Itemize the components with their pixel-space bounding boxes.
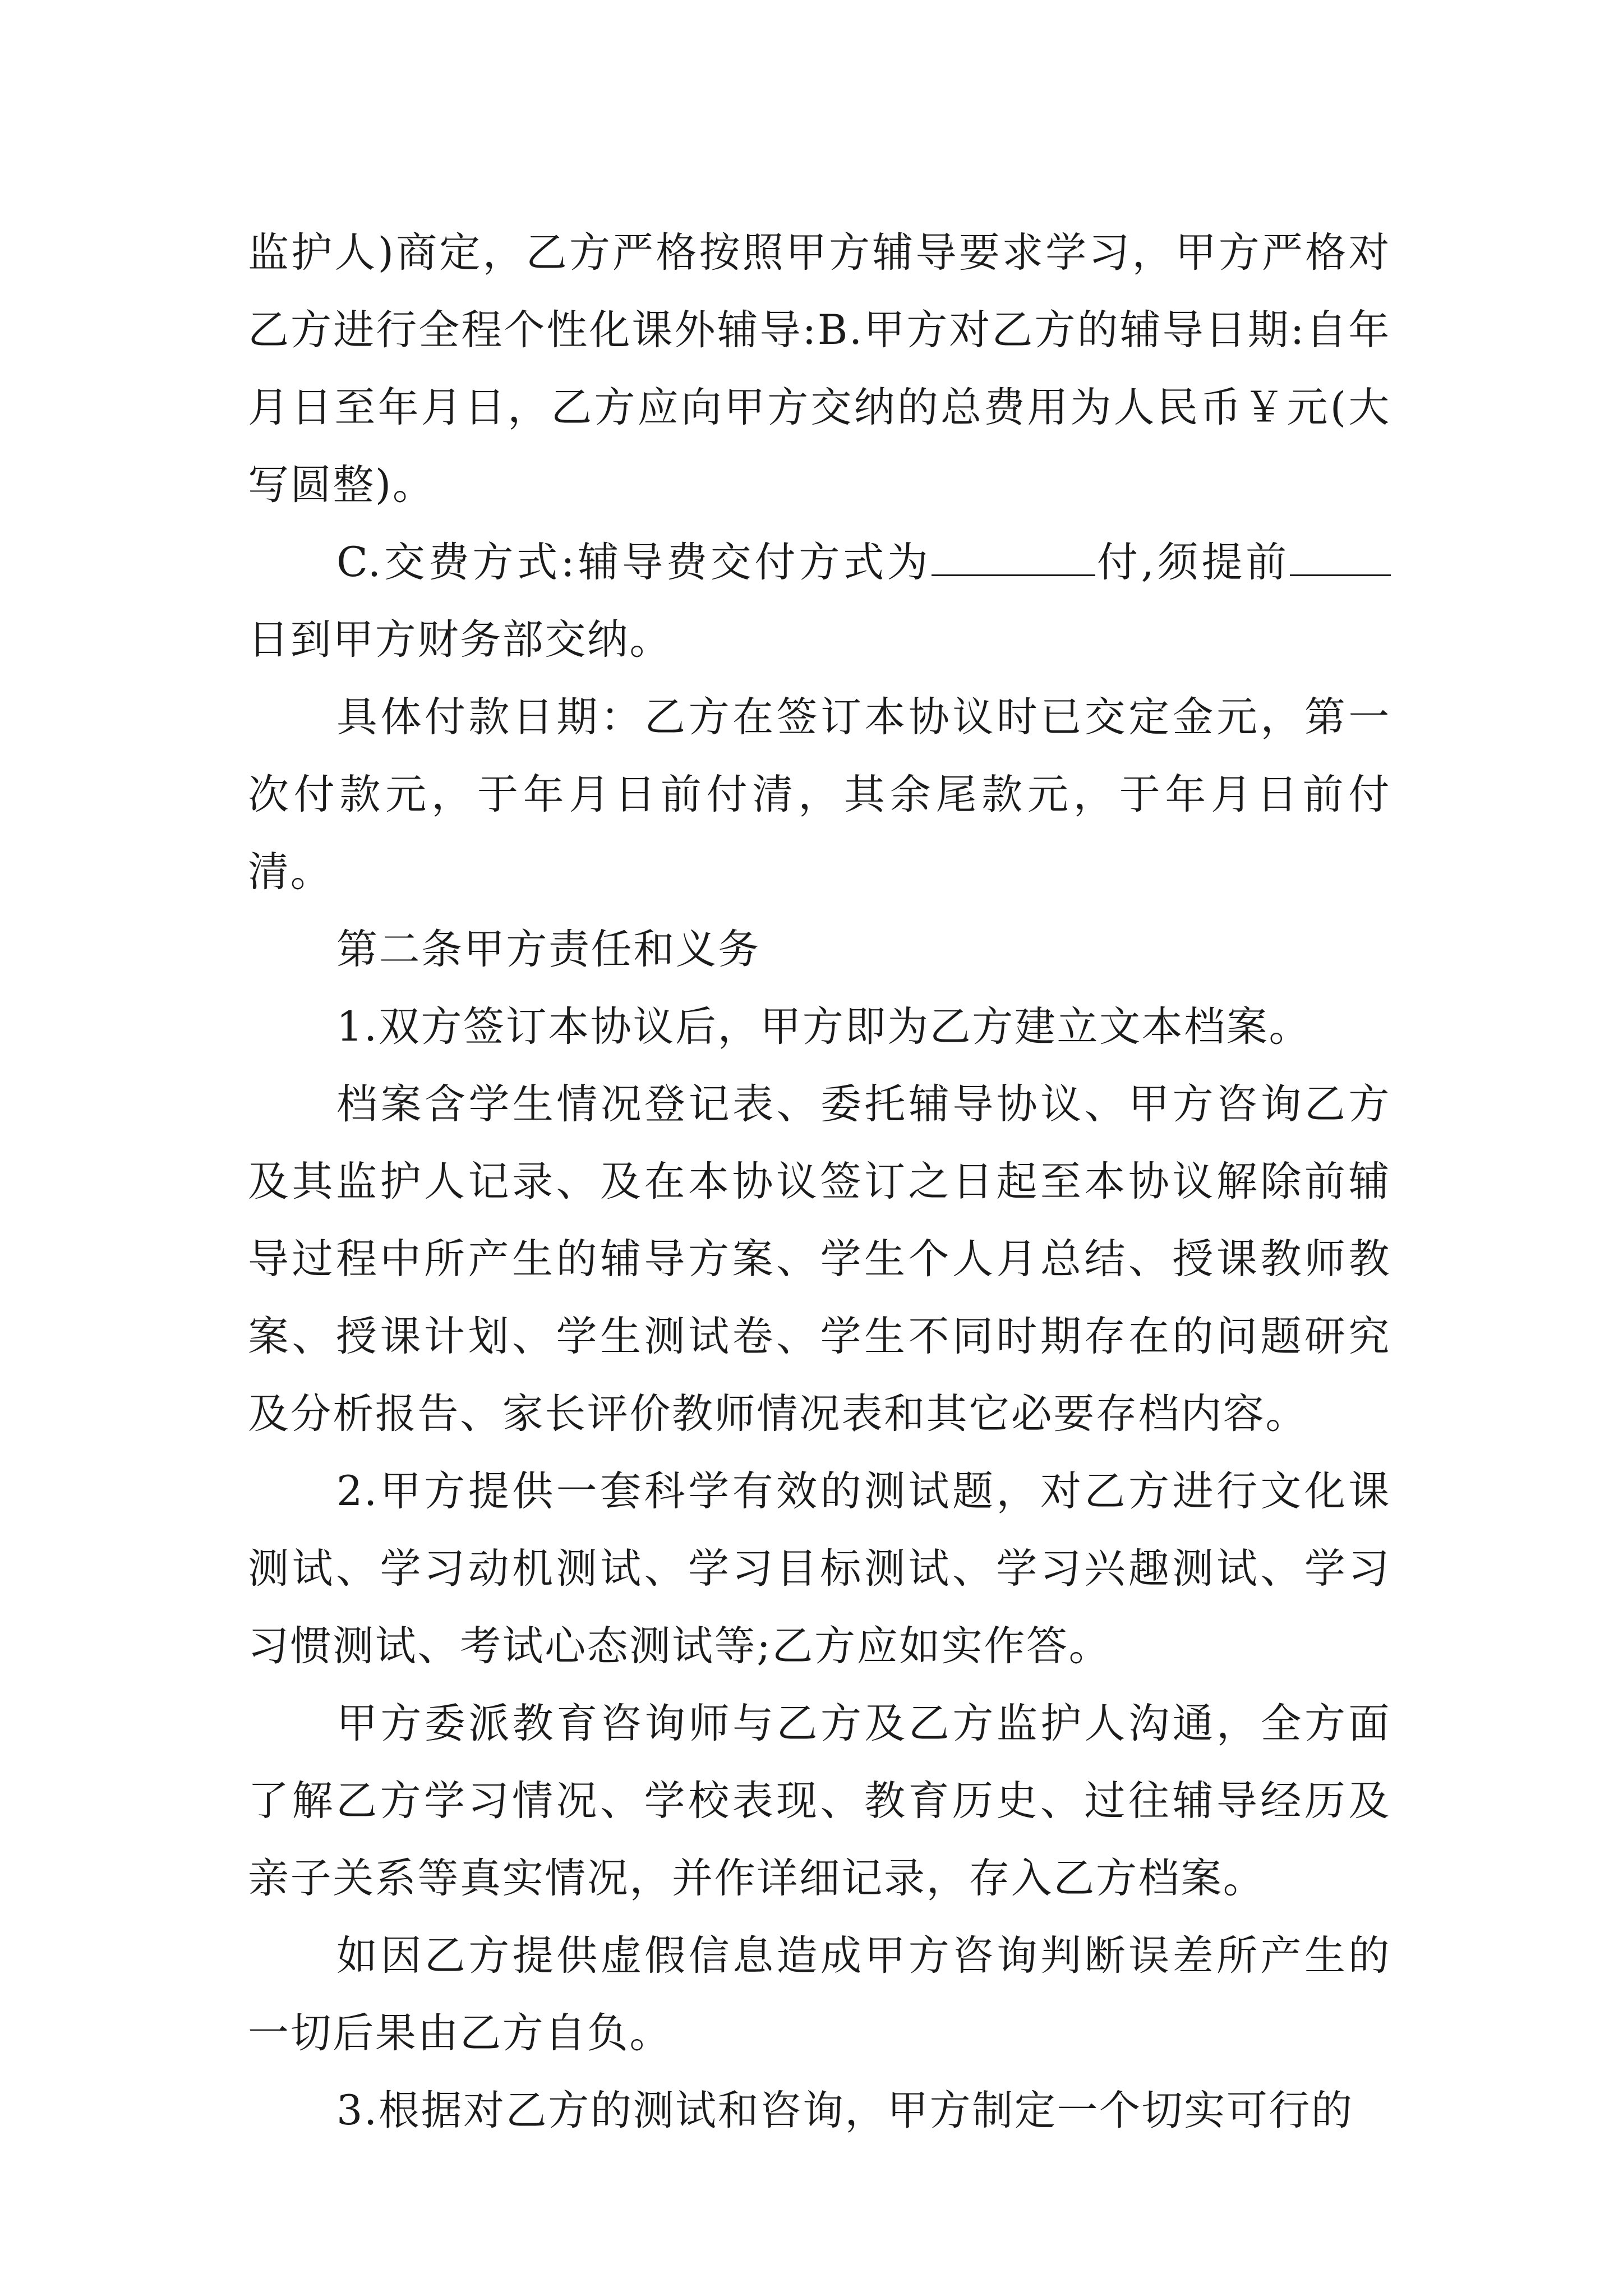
payment-method-blank bbox=[932, 542, 1095, 576]
paragraph-clause-1: 1.双方签订本协议后，甲方即为乙方建立文本档案。 bbox=[336, 1003, 1312, 1051]
paragraph-consultant: 甲方委派教育咨询师与乙方及乙方监护人沟通，全方面了解乙方学习情况、学校表现、教育历史、过往辅导经历及亲子关系等真实情况，并作详细记录，存入乙方档案。 bbox=[248, 1700, 1391, 1902]
paragraph-1: 监护人)商定，乙方严格按照甲方辅导要求学习，甲方严格对乙方进行全程个性化课外辅导:B.甲方对乙方的辅导日期:自年月日至年月日，乙方应向甲方交纳的总费用为人民币￥元(大写圆整)。 bbox=[248, 229, 1391, 509]
section-heading-article-2: 第二条甲方责任和义务 bbox=[336, 926, 760, 973]
payment-method-text-2: 付,须提前 bbox=[1095, 539, 1290, 586]
document-body bbox=[248, 214, 1391, 2150]
paragraph-clause-2: 2.甲方提供一套科学有效的测试题，对乙方进行文化课测试、学习动机测试、学习目标测试、学习兴趣测试、学习习惯测试、考试心态测试等;乙方应如实作答。 bbox=[248, 1467, 1391, 1670]
paragraph-archive-contents: 档案含学生情况登记表、委托辅导协议、甲方咨询乙方及其监护人记录、及在本协议签订之日起至本协议解除前辅导过程中所产生的辅导方案、学生个人月总结、授课教师教案、授课计划、学生测试卷、学生不同时期存在的问题研究及分析报告、家长评价教师情况表和其它必要存档内容。 bbox=[248, 1080, 1391, 1438]
advance-days-blank bbox=[1290, 542, 1391, 576]
paragraph-clause-3: 3.根据对乙方的测试和咨询，甲方制定一个切实可行的 bbox=[336, 2087, 1354, 2134]
paragraph-payment-method bbox=[248, 524, 1391, 679]
payment-method-text-1: C.交费方式:辅导费交付方式为 bbox=[336, 539, 932, 586]
paragraph-false-info: 如因乙方提供虚假信息造成甲方咨询判断误差所产生的一切后果由乙方自负。 bbox=[248, 1932, 1391, 2057]
paragraph-payment-dates: 具体付款日期：乙方在签订本协议时已交定金元，第一次付款元，于年月日前付清，其余尾款元，于年月日前付清。 bbox=[248, 693, 1391, 896]
payment-method-text-3: 日到甲方财务部交纳。 bbox=[248, 616, 672, 664]
